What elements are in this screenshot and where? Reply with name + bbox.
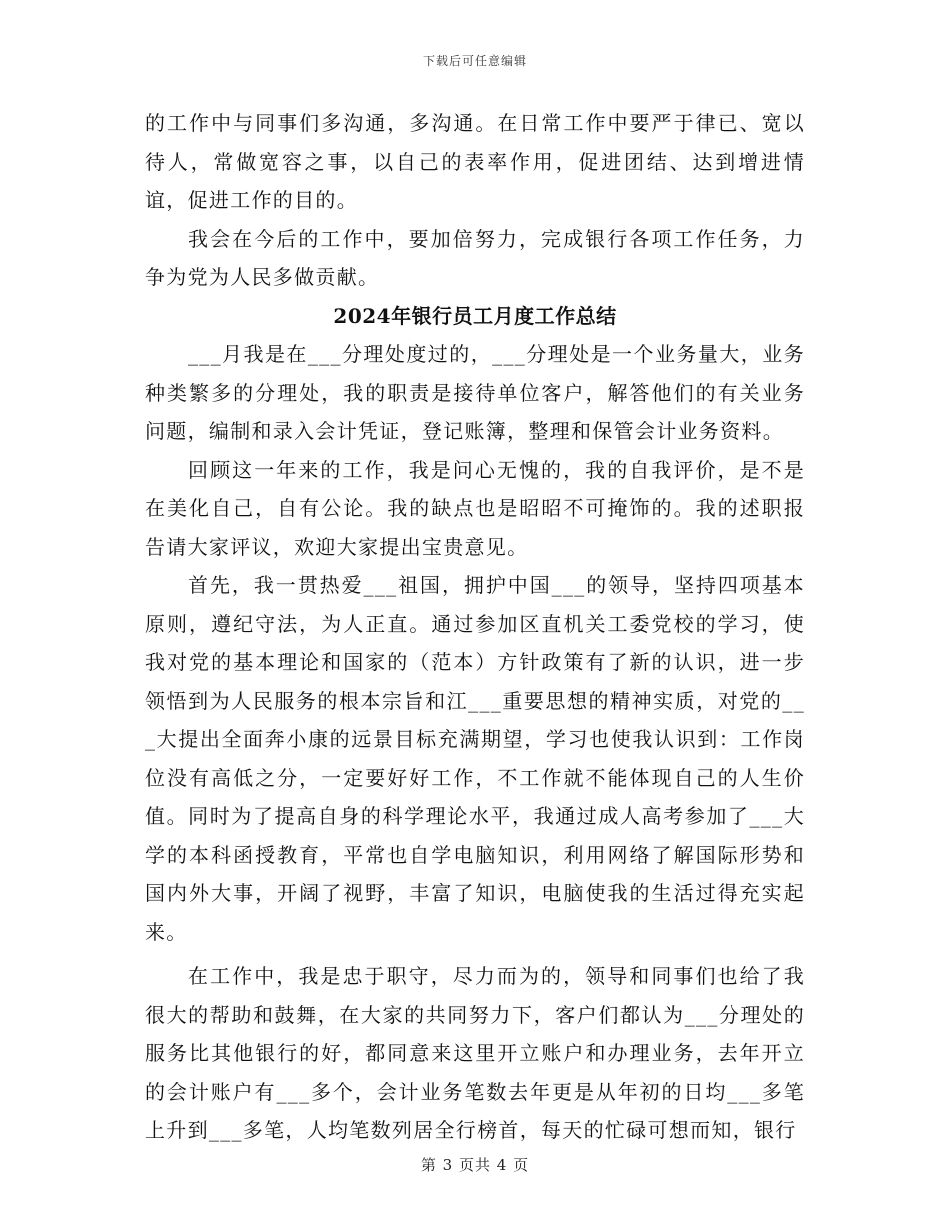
page-header: 下载后可任意编辑 — [422, 54, 527, 68]
document-body — [145, 104, 805, 1150]
paragraph-review: 回顾这一年来的工作，我是问心无愧的，我的自我评价，是不是在美化自己，自有公论。我的缺点也是昭昭不可掩饰的。我的述职报告请大家评议，欢迎大家提出宝贵意见。 — [145, 457, 805, 559]
paragraph-work: 在工作中，我是忠于职守，尽力而为的，领导和同事们也给了我很大的帮助和鼓舞，在大家的共同努力下，客户们都认为___分理处的服务比其他银行的好，都同意来这里开立账户和办理业务，去年开立的会计账户有___多个，会计业务笔数去年更是从年初的日均___多笔上升到___多笔，人均笔数列居全行榜首，每天的忙碌可想而知，银行 — [145, 964, 805, 1142]
page-number: 第 3 页共 4 页 — [420, 1156, 530, 1174]
paragraph-closing: 我会在今后的工作中，要加倍努力，完成银行各项工作任务，力争为党为人民多做贡献。 — [145, 226, 805, 289]
paragraph-duties: ___月我是在___分理处度过的，___分理处是一个业务量大，业务种类繁多的分理处，我的职责是接待单位客户，解答他们的有关业务问题，编制和录入会计凭证，登记账簿，整理和保管会计业务资料。 — [145, 342, 805, 443]
paragraph-continued: 的工作中与同事们多沟通，多沟通。在日常工作中要严于律已、宽以待人，常做宽容之事，以自己的表率作用，促进团结、达到增进情谊，促进工作的目的。 — [145, 111, 805, 212]
section-title: 2024年银行员工月度工作总结 — [333, 303, 617, 328]
paragraph-politics-study: 首先，我一贯热爱___祖国，拥护中国___的领导，坚持四项基本原则，遵纪守法，为人正直。通过参加区直机关工委党校的学习，使我对党的基本理论和国家的（范本）方针政策有了新的认识，进一步领悟到为人民服务的根本宗旨和江___重要思想的精神实质，对党的___大提出全面奔小康的远景目标充满期望，学习也使我认识到：工作岗位没有高低之分，一定要好好工作，不工作就不能体现自己的人生价值。同时为了提高自身的科学理论水平，我通过成人高考参加了___大学的本科函授教育，平常也自学电脑知识，利用网络了解国际形势和国内外大事，开阔了视野，丰富了知识，电脑使我的生活过得充实起来。 — [145, 573, 805, 944]
